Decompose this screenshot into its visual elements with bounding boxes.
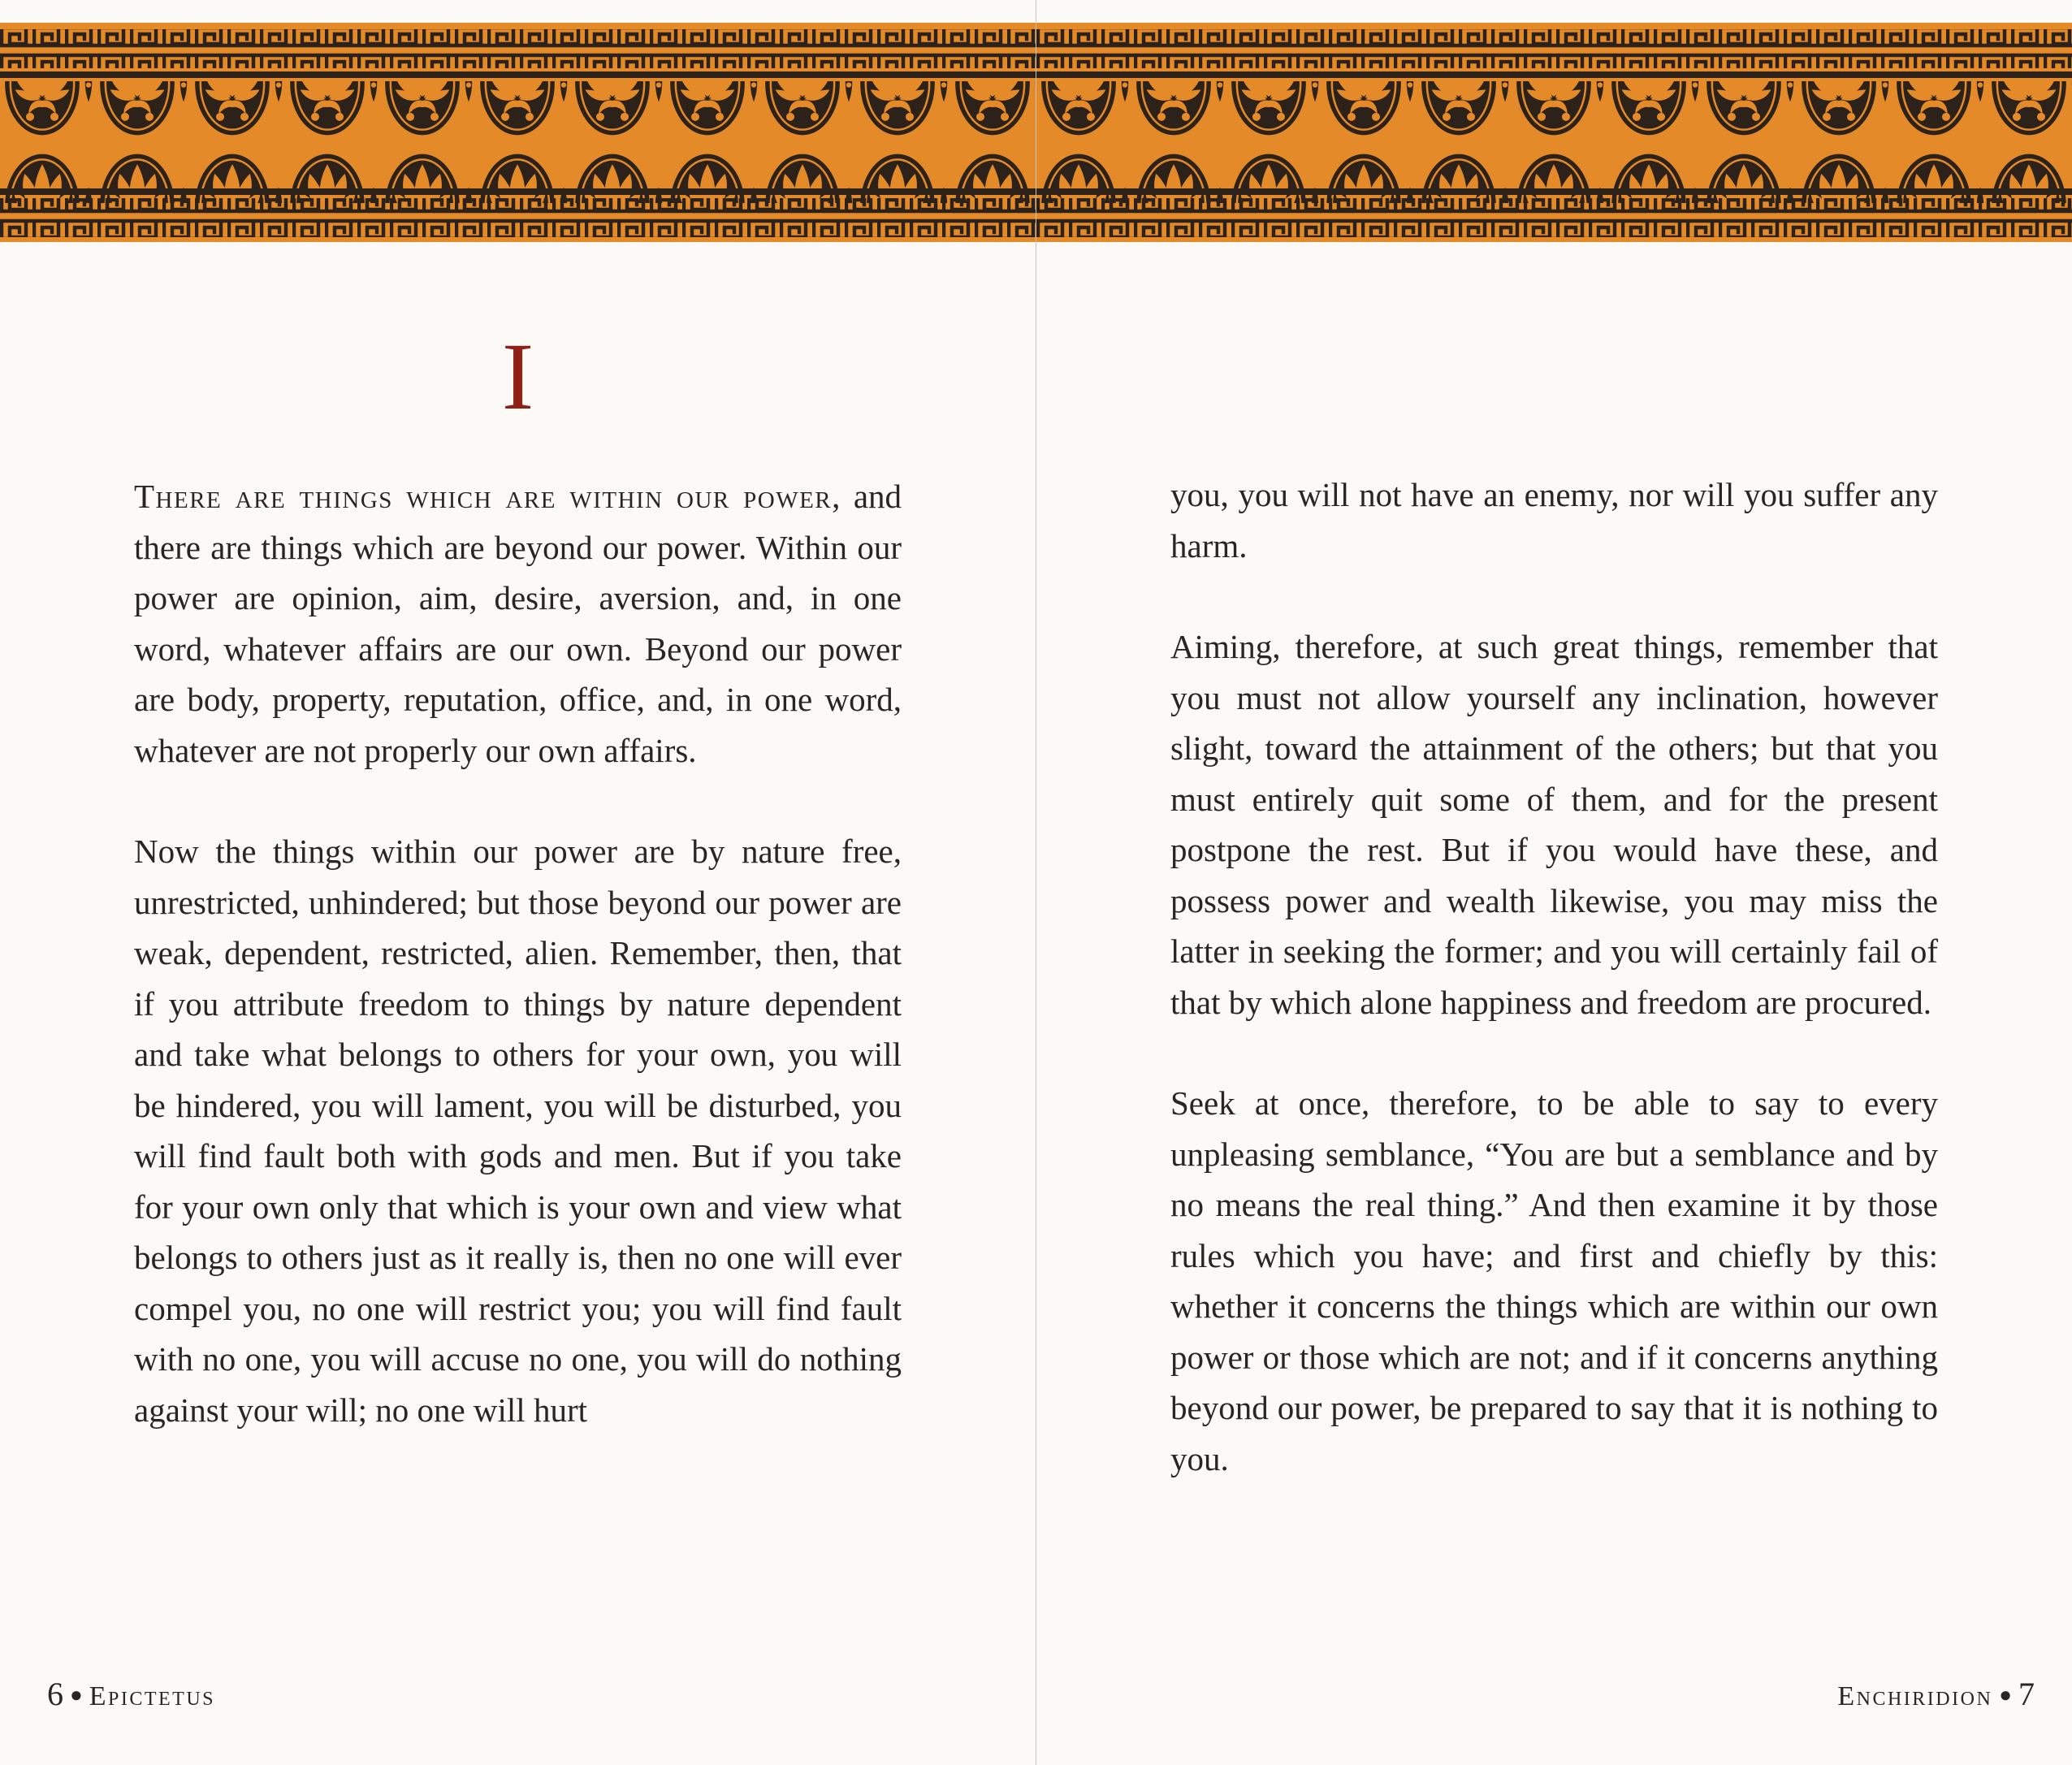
paragraph: Aiming, therefore, at such great things, remember that you must not allow yourself any inclination, however slight, toward the attainment of the others; but that you must entirely quit some of them, and for the present postpone the rest. But if you would have these, and possess power and wealth likewise, you may miss the latter in seeking the former; and you will certainly fail of that by which alone happiness and freedom are procured.: [1170, 628, 1938, 1021]
folio-right: [1837, 1675, 2035, 1713]
ornament-band: [0, 23, 1036, 242]
paragraph: [134, 471, 902, 776]
paragraph: Seek at once, therefore, to be able to say to every unpleasing semblance, “You are but a semblance and by no means the real thing.” And then examine it by those rules which you have; and first and chiefly by this: whether it concerns the things which are within our own power or those which are not; and if it concerns anything beyond our power, be prepared to say that it is nothing to you.: [1170, 1084, 1938, 1477]
left-body-text: [134, 471, 902, 1435]
paragraph-rest: and there are things which are beyond our power. Within our power are opinion, aim, desire, aversion, and, in one word, whatever affairs are our own. Beyond our power are body, property, reputation, office, and, in one word, whatever are not properly our own affairs.: [134, 478, 902, 769]
greek-key-ornament-icon: [0, 23, 1036, 242]
folio-left: [47, 1675, 215, 1713]
bullet-separator-icon: ●: [1999, 1683, 2012, 1707]
chapter-number: I: [501, 323, 534, 430]
page-number: 7: [2018, 1676, 2035, 1712]
paragraph: Now the things within our power are by nature free, unrestricted, unhindered; but those beyond our power are weak, dependent, restricted, alien. Remember, then, that if you attribute freedom to things by nature dependent and take what belongs to others for your own, you will be hindered, you will lament, you will be disturbed, you will find fault both with gods and men. But if you take for your own only that which is your own and view what belongs to others just as it really is, then no one will ever compel you, no one will restrict you; you will find fault with no one, you will accuse no one, you will do nothing against your will; no one will hurt: [134, 833, 902, 1429]
lead-in-smallcaps: There are things which are within our power,: [134, 478, 841, 515]
paragraph: you, you will not have an enemy, nor will you suffer any harm.: [1170, 476, 1938, 565]
bullet-separator-icon: ●: [70, 1683, 83, 1707]
right-body-text: [1170, 469, 1938, 1484]
right-page: [1036, 0, 2072, 1765]
running-head-title: Enchiridion: [1837, 1681, 1993, 1711]
ornament-band: [1036, 23, 2072, 242]
running-head-author: Epictetus: [89, 1681, 215, 1711]
greek-key-ornament-icon: [1036, 23, 2072, 242]
page-number: 6: [47, 1676, 63, 1712]
